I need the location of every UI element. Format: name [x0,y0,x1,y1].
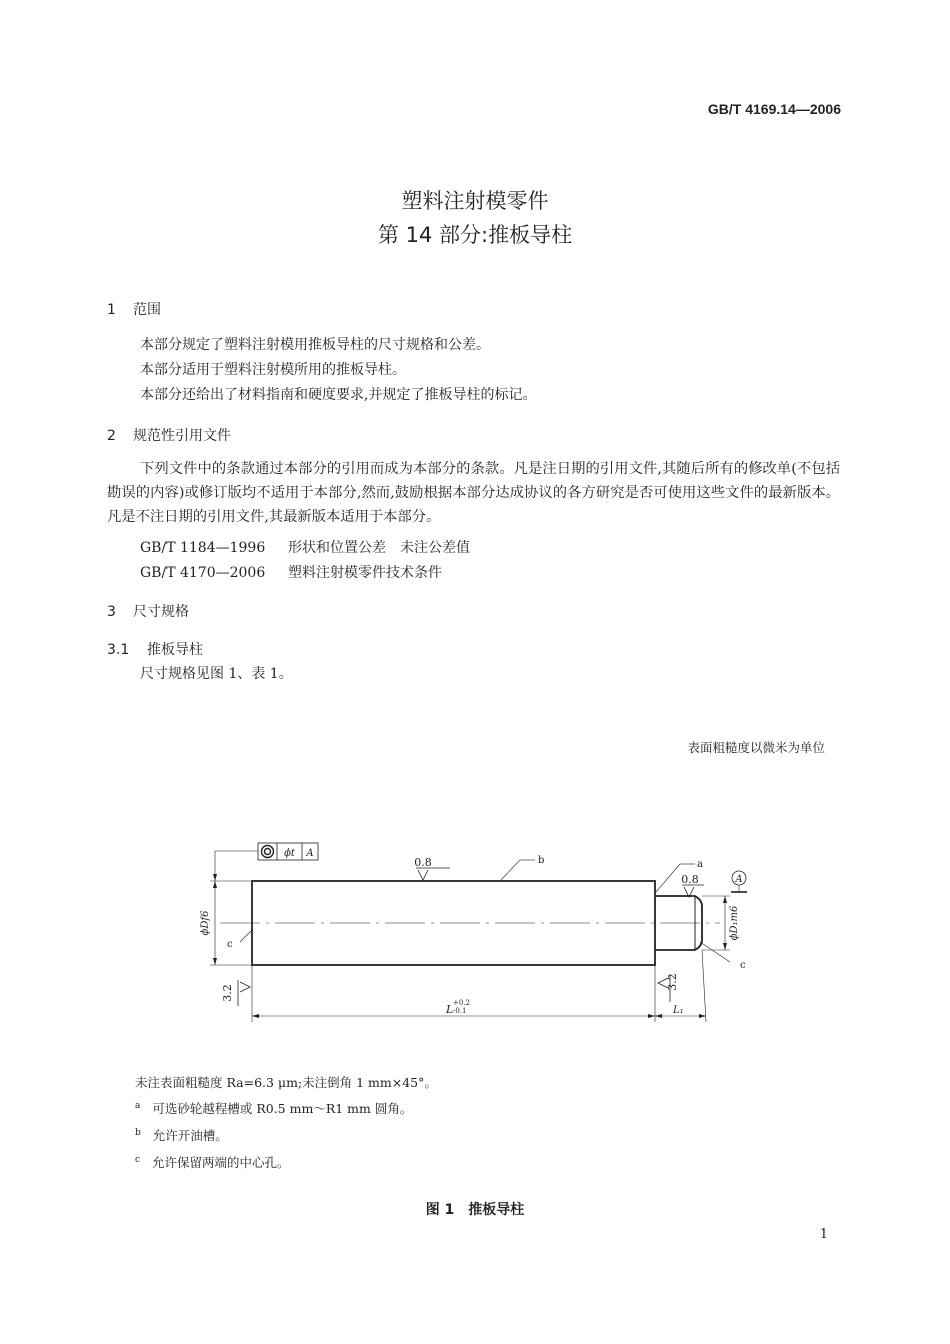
section-number: 3.1 [107,642,130,658]
roughness-symbol [416,868,450,880]
paragraph: 本部分适用于塑料注射模所用的推板导柱。 [140,362,406,378]
length-tolerance: -0.1 [453,1007,467,1015]
diameter-label: ϕDf6 [200,910,211,936]
section-number: 2 [107,428,116,444]
section-3-1-heading [107,639,203,659]
concentricity-icon [262,846,274,858]
reference-item [140,561,442,585]
section-number: 1 [107,302,116,318]
guide-pillar-drawing [190,830,760,1030]
section-number: 3 [107,604,116,620]
section-title: 推板导柱 [147,642,203,658]
footnote-mark: a [135,1101,141,1111]
section-3-heading [107,601,189,621]
paragraph: 本部分规定了塑料注射模用推板导柱的尺寸规格和公差。 [140,337,490,353]
roughness-value: 0.8 [681,873,699,886]
section-title: 范围 [133,302,161,318]
leader-label: a [697,859,703,870]
roughness-value: 3.2 [666,973,679,991]
datum-label: A [735,874,743,885]
document-title-line1: 塑料注射模零件 [401,189,549,213]
section-1-heading [107,299,161,319]
footnote-mark: b [135,1128,141,1138]
diameter-label: ϕD₁m6 [729,905,740,941]
footnote [135,1153,290,1171]
reference-item [140,536,470,560]
unit-note: 表面粗糙度以微米为单位 [687,740,825,755]
section-2-heading [107,425,231,445]
footnote-text: 允许保留两端的中心孔。 [152,1155,290,1170]
length-label: L₁ [673,1005,684,1016]
paragraph: 本部分还给出了材料指南和硬度要求,并规定了推板导柱的标记。 [140,387,537,403]
footnote [135,1099,412,1117]
leader-label: b [538,855,545,866]
reference-code: GB/T 4170—2006 [140,565,266,581]
footnote-text: 允许开油槽。 [152,1128,228,1143]
reference-title: 塑料注射模零件技术条件 [288,565,442,581]
general-note: 未注表面粗糙度 Ra=6.3 μm;未注倒角 1 mm×45°。 [135,1075,437,1090]
section-title: 尺寸规格 [133,604,189,620]
paragraph: 尺寸规格见图 1、表 1。 [140,666,293,682]
roughness-symbol [238,980,250,1006]
leader-label: c [227,939,233,950]
leader-label: c [740,960,746,971]
document-title-line2: 第 14 部分:推板导柱 [377,223,573,247]
footnote-mark: c [135,1155,141,1165]
tolerance-datum: A [306,848,314,859]
reference-code: GB/T 1184—1996 [140,540,266,556]
page-number: 1 [819,1227,828,1242]
roughness-value: 0.8 [414,856,432,869]
tolerance-value: ϕt [284,848,295,859]
roughness-value: 3.2 [221,984,234,1002]
figure-caption: 图 1 推板导柱 [425,1202,525,1218]
references-intro [107,457,840,529]
paragraph: 下列文件中的条款通过本部分的引用而成为本部分的条款。凡是注日期的引用文件,其随后所有的修改单(不包括勘误的内容)或修订版均不适用于本部分,然而,鼓励根据本部分达成协议的各方研究是否可使用这些文件的最新版本。凡是不注日期的引用文件,其最新版本适用于本部分。 [107,461,840,525]
reference-title: 形状和位置公差 未注公差值 [288,540,470,556]
footnote [135,1126,228,1144]
length-tolerance: +0.2 [453,999,470,1007]
section-title: 规范性引用文件 [133,428,231,444]
footnote-text: 可选砂轮越程槽或 R0.5 mm～R1 mm 圆角。 [152,1101,413,1116]
standard-code: GB/T 4169.14—2006 [707,101,841,117]
length-label: L [446,1003,454,1016]
